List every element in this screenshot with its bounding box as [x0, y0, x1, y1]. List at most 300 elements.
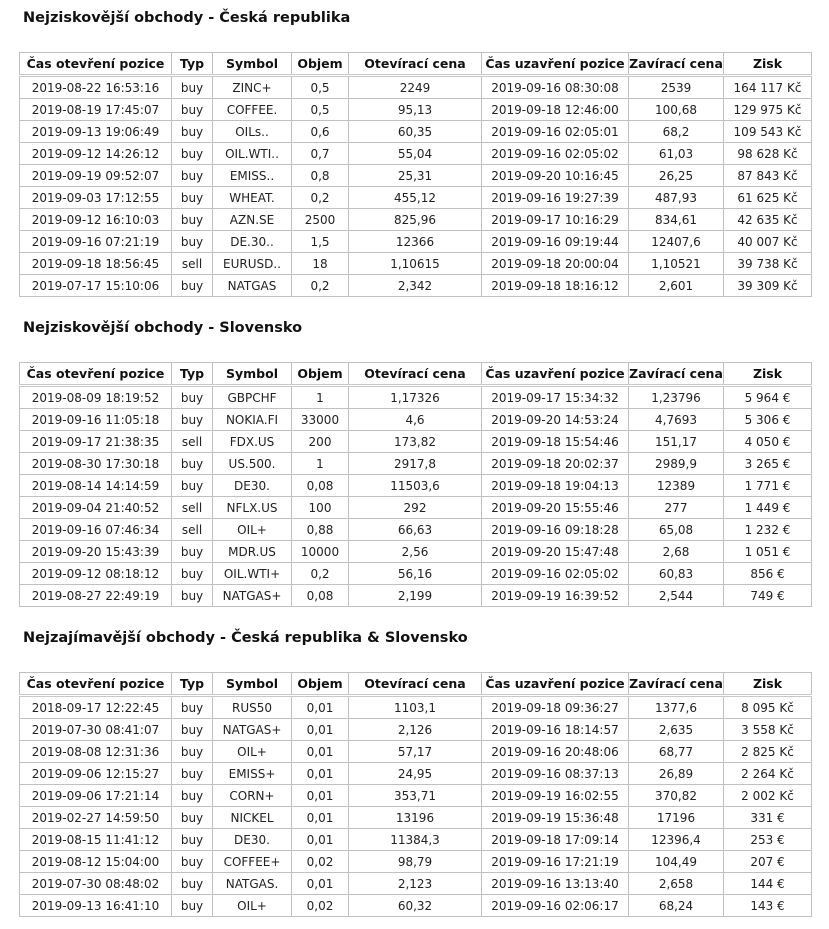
cell-type: buy — [172, 99, 213, 121]
cell-profit: 2 264 Kč — [724, 763, 812, 785]
cell-volume: 0,8 — [292, 165, 349, 187]
table-row — [20, 275, 812, 297]
cell-profit: 39 738 Kč — [724, 253, 812, 275]
cell-close-price: 2,601 — [629, 275, 724, 297]
cell-close-price: 26,89 — [629, 763, 724, 785]
cell-open-price: 292 — [349, 497, 482, 519]
column-header-volume: Objem — [292, 363, 349, 386]
cell-close-time: 2019-09-16 02:05:02 — [482, 563, 629, 585]
cell-symbol: MDR.US — [213, 541, 292, 563]
table-row — [20, 121, 812, 143]
table-header-row — [20, 673, 812, 696]
cell-close-time: 2019-09-18 19:04:13 — [482, 475, 629, 497]
table-row — [20, 719, 812, 741]
cell-close-time: 2019-09-18 09:36:27 — [482, 696, 629, 719]
cell-close-time: 2019-09-16 09:18:28 — [482, 519, 629, 541]
column-header-close-time: Čas uzavření pozice — [482, 673, 629, 696]
cell-close-price: 2,635 — [629, 719, 724, 741]
cell-profit: 61 625 Kč — [724, 187, 812, 209]
cell-symbol: DE30. — [213, 475, 292, 497]
cell-profit: 749 € — [724, 585, 812, 607]
cell-open-price: 24,95 — [349, 763, 482, 785]
cell-open-price: 95,13 — [349, 99, 482, 121]
cell-profit: 1 232 € — [724, 519, 812, 541]
column-header-open-price: Otevírací cena — [349, 53, 482, 76]
cell-close-price: 2989,9 — [629, 453, 724, 475]
table-header-row — [20, 53, 812, 76]
cell-close-time: 2019-09-16 02:05:02 — [482, 143, 629, 165]
cell-open-time: 2019-08-08 12:31:36 — [20, 741, 172, 763]
column-header-close-price: Zavírací cena — [629, 673, 724, 696]
cell-close-time: 2019-09-19 16:02:55 — [482, 785, 629, 807]
cell-open-time: 2019-08-22 16:53:16 — [20, 76, 172, 99]
cell-type: buy — [172, 453, 213, 475]
cell-symbol: NATGAS+ — [213, 719, 292, 741]
table-row — [20, 519, 812, 541]
cell-close-price: 104,49 — [629, 851, 724, 873]
table-row — [20, 409, 812, 431]
cell-type: sell — [172, 497, 213, 519]
cell-open-time: 2019-02-27 14:59:50 — [20, 807, 172, 829]
section-title: Nejzajímavější obchody - Česká republika & Slovensko — [23, 630, 468, 646]
cell-close-price: 68,24 — [629, 895, 724, 917]
cell-close-time: 2019-09-18 12:46:00 — [482, 99, 629, 121]
cell-symbol: OIL.WTI.. — [213, 143, 292, 165]
cell-open-price: 4,6 — [349, 409, 482, 431]
cell-volume: 0,01 — [292, 807, 349, 829]
column-header-volume: Objem — [292, 53, 349, 76]
cell-close-price: 68,2 — [629, 121, 724, 143]
cell-profit: 8 095 Kč — [724, 696, 812, 719]
cell-close-time: 2019-09-16 02:05:01 — [482, 121, 629, 143]
cell-volume: 0,01 — [292, 763, 349, 785]
cell-type: buy — [172, 563, 213, 585]
cell-close-time: 2019-09-20 14:53:24 — [482, 409, 629, 431]
cell-symbol: COFFEE+ — [213, 851, 292, 873]
cell-symbol: DE.30.. — [213, 231, 292, 253]
table-row — [20, 741, 812, 763]
table-row — [20, 785, 812, 807]
cell-close-time: 2019-09-16 20:48:06 — [482, 741, 629, 763]
cell-close-price: 4,7693 — [629, 409, 724, 431]
cell-profit: 331 € — [724, 807, 812, 829]
cell-close-price: 12407,6 — [629, 231, 724, 253]
column-header-close-time: Čas uzavření pozice — [482, 363, 629, 386]
column-header-profit: Zisk — [724, 53, 812, 76]
column-header-volume: Objem — [292, 673, 349, 696]
cell-close-price: 17196 — [629, 807, 724, 829]
cell-profit: 129 975 Kč — [724, 99, 812, 121]
cell-open-price: 2249 — [349, 76, 482, 99]
cell-type: buy — [172, 409, 213, 431]
cell-volume: 1,5 — [292, 231, 349, 253]
cell-type: buy — [172, 763, 213, 785]
cell-volume: 0,01 — [292, 741, 349, 763]
table-row — [20, 763, 812, 785]
cell-close-price: 60,83 — [629, 563, 724, 585]
cell-type: buy — [172, 719, 213, 741]
cell-type: buy — [172, 475, 213, 497]
table-row — [20, 696, 812, 719]
cell-open-time: 2019-08-27 22:49:19 — [20, 585, 172, 607]
cell-close-time: 2019-09-16 18:14:57 — [482, 719, 629, 741]
column-header-close-price: Zavírací cena — [629, 363, 724, 386]
cell-symbol: NOKIA.FI — [213, 409, 292, 431]
cell-close-time: 2019-09-16 17:21:19 — [482, 851, 629, 873]
cell-close-price: 2,658 — [629, 873, 724, 895]
column-header-close-price: Zavírací cena — [629, 53, 724, 76]
table-row — [20, 541, 812, 563]
table-row — [20, 475, 812, 497]
column-header-symbol: Symbol — [213, 53, 292, 76]
cell-open-price: 173,82 — [349, 431, 482, 453]
column-header-symbol: Symbol — [213, 673, 292, 696]
cell-type: buy — [172, 873, 213, 895]
cell-open-price: 2,56 — [349, 541, 482, 563]
cell-open-time: 2019-09-16 07:46:34 — [20, 519, 172, 541]
cell-open-time: 2019-08-12 15:04:00 — [20, 851, 172, 873]
cell-close-price: 2,68 — [629, 541, 724, 563]
cell-close-price: 277 — [629, 497, 724, 519]
cell-profit: 42 635 Kč — [724, 209, 812, 231]
cell-close-price: 26,25 — [629, 165, 724, 187]
cell-volume: 0,01 — [292, 873, 349, 895]
cell-volume: 0,6 — [292, 121, 349, 143]
cell-volume: 0,08 — [292, 585, 349, 607]
cell-open-price: 66,63 — [349, 519, 482, 541]
cell-volume: 0,01 — [292, 719, 349, 741]
cell-volume: 0,5 — [292, 99, 349, 121]
cell-symbol: WHEAT. — [213, 187, 292, 209]
cell-symbol: NFLX.US — [213, 497, 292, 519]
column-header-type: Typ — [172, 53, 213, 76]
cell-symbol: CORN+ — [213, 785, 292, 807]
cell-type: buy — [172, 541, 213, 563]
cell-open-time: 2019-08-15 11:41:12 — [20, 829, 172, 851]
cell-close-time: 2019-09-16 19:27:39 — [482, 187, 629, 209]
cell-type: buy — [172, 829, 213, 851]
cell-symbol: EURUSD.. — [213, 253, 292, 275]
cell-profit: 143 € — [724, 895, 812, 917]
trades-table — [19, 362, 812, 607]
cell-close-time: 2019-09-20 10:16:45 — [482, 165, 629, 187]
cell-close-time: 2019-09-16 02:06:17 — [482, 895, 629, 917]
table-row — [20, 143, 812, 165]
cell-profit: 253 € — [724, 829, 812, 851]
cell-profit: 40 007 Kč — [724, 231, 812, 253]
cell-open-time: 2019-07-30 08:41:07 — [20, 719, 172, 741]
cell-volume: 0,2 — [292, 563, 349, 585]
cell-open-time: 2019-08-30 17:30:18 — [20, 453, 172, 475]
cell-profit: 164 117 Kč — [724, 76, 812, 99]
cell-symbol: NATGAS — [213, 275, 292, 297]
table-row — [20, 873, 812, 895]
cell-profit: 2 002 Kč — [724, 785, 812, 807]
column-header-type: Typ — [172, 673, 213, 696]
cell-volume: 0,02 — [292, 895, 349, 917]
cell-symbol: RUS50 — [213, 696, 292, 719]
cell-open-time: 2019-09-13 16:41:10 — [20, 895, 172, 917]
cell-open-time: 2019-09-13 19:06:49 — [20, 121, 172, 143]
column-header-open-time: Čas otevření pozice — [20, 363, 172, 386]
section-title: Nejziskovější obchody - Slovensko — [23, 320, 303, 336]
cell-close-price: 2,544 — [629, 585, 724, 607]
cell-open-time: 2019-09-20 15:43:39 — [20, 541, 172, 563]
cell-open-price: 13196 — [349, 807, 482, 829]
cell-volume: 0,88 — [292, 519, 349, 541]
table-header-row — [20, 363, 812, 386]
table-row — [20, 187, 812, 209]
table-row — [20, 895, 812, 917]
cell-open-price: 56,16 — [349, 563, 482, 585]
cell-symbol: NATGAS. — [213, 873, 292, 895]
cell-volume: 200 — [292, 431, 349, 453]
cell-profit: 1 771 € — [724, 475, 812, 497]
cell-close-time: 2019-09-17 10:16:29 — [482, 209, 629, 231]
cell-close-time: 2019-09-20 15:55:46 — [482, 497, 629, 519]
cell-type: buy — [172, 585, 213, 607]
cell-close-time: 2019-09-18 18:16:12 — [482, 275, 629, 297]
cell-volume: 2500 — [292, 209, 349, 231]
cell-open-time: 2018-09-17 12:22:45 — [20, 696, 172, 719]
column-header-open-time: Čas otevření pozice — [20, 53, 172, 76]
cell-close-price: 1,23796 — [629, 386, 724, 409]
cell-type: buy — [172, 807, 213, 829]
cell-open-price: 57,17 — [349, 741, 482, 763]
cell-open-price: 12366 — [349, 231, 482, 253]
cell-open-price: 98,79 — [349, 851, 482, 873]
cell-type: buy — [172, 209, 213, 231]
cell-open-price: 60,35 — [349, 121, 482, 143]
table-row — [20, 76, 812, 99]
cell-open-price: 1103,1 — [349, 696, 482, 719]
cell-close-price: 12396,4 — [629, 829, 724, 851]
cell-symbol: NICKEL — [213, 807, 292, 829]
table-row — [20, 807, 812, 829]
cell-volume: 1 — [292, 453, 349, 475]
trades-table — [19, 52, 812, 297]
cell-close-price: 1377,6 — [629, 696, 724, 719]
cell-close-price: 1,10521 — [629, 253, 724, 275]
cell-open-time: 2019-09-16 07:21:19 — [20, 231, 172, 253]
cell-close-price: 151,17 — [629, 431, 724, 453]
cell-open-time: 2019-09-18 18:56:45 — [20, 253, 172, 275]
cell-profit: 5 306 € — [724, 409, 812, 431]
cell-volume: 1 — [292, 386, 349, 409]
cell-open-price: 2,123 — [349, 873, 482, 895]
cell-symbol: FDX.US — [213, 431, 292, 453]
section-title: Nejziskovější obchody - Česká republika — [23, 10, 351, 26]
cell-close-price: 370,82 — [629, 785, 724, 807]
cell-symbol: DE30. — [213, 829, 292, 851]
cell-close-price: 100,68 — [629, 99, 724, 121]
cell-symbol: NATGAS+ — [213, 585, 292, 607]
cell-open-time: 2019-09-12 16:10:03 — [20, 209, 172, 231]
cell-type: buy — [172, 165, 213, 187]
trades-table — [19, 672, 812, 917]
cell-type: buy — [172, 696, 213, 719]
cell-open-time: 2019-08-14 14:14:59 — [20, 475, 172, 497]
cell-open-price: 455,12 — [349, 187, 482, 209]
cell-type: buy — [172, 785, 213, 807]
cell-close-time: 2019-09-16 09:19:44 — [482, 231, 629, 253]
cell-close-time: 2019-09-18 20:00:04 — [482, 253, 629, 275]
cell-open-time: 2019-09-12 14:26:12 — [20, 143, 172, 165]
cell-volume: 0,7 — [292, 143, 349, 165]
cell-profit: 856 € — [724, 563, 812, 585]
table-row — [20, 209, 812, 231]
cell-type: buy — [172, 143, 213, 165]
cell-profit: 3 265 € — [724, 453, 812, 475]
cell-open-time: 2019-09-06 17:21:14 — [20, 785, 172, 807]
table-row — [20, 231, 812, 253]
cell-open-price: 60,32 — [349, 895, 482, 917]
cell-profit: 39 309 Kč — [724, 275, 812, 297]
cell-volume: 33000 — [292, 409, 349, 431]
cell-open-time: 2019-09-16 11:05:18 — [20, 409, 172, 431]
column-header-open-price: Otevírací cena — [349, 363, 482, 386]
table-row — [20, 453, 812, 475]
cell-open-price: 11503,6 — [349, 475, 482, 497]
cell-volume: 0,01 — [292, 785, 349, 807]
cell-symbol: COFFEE. — [213, 99, 292, 121]
cell-open-price: 25,31 — [349, 165, 482, 187]
cell-type: buy — [172, 76, 213, 99]
cell-type: buy — [172, 231, 213, 253]
cell-type: buy — [172, 895, 213, 917]
cell-close-time: 2019-09-16 08:37:13 — [482, 763, 629, 785]
cell-volume: 0,2 — [292, 187, 349, 209]
cell-close-time: 2019-09-18 17:09:14 — [482, 829, 629, 851]
table-row — [20, 431, 812, 453]
cell-symbol: OIL.WTI+ — [213, 563, 292, 585]
column-header-profit: Zisk — [724, 673, 812, 696]
cell-close-time: 2019-09-16 08:30:08 — [482, 76, 629, 99]
cell-volume: 0,5 — [292, 76, 349, 99]
table-row — [20, 563, 812, 585]
cell-open-time: 2019-07-30 08:48:02 — [20, 873, 172, 895]
cell-open-price: 55,04 — [349, 143, 482, 165]
cell-profit: 87 843 Kč — [724, 165, 812, 187]
cell-volume: 0,01 — [292, 829, 349, 851]
cell-profit: 144 € — [724, 873, 812, 895]
cell-open-time: 2019-09-19 09:52:07 — [20, 165, 172, 187]
cell-close-price: 834,61 — [629, 209, 724, 231]
cell-profit: 1 449 € — [724, 497, 812, 519]
cell-open-time: 2019-09-04 21:40:52 — [20, 497, 172, 519]
cell-type: sell — [172, 253, 213, 275]
cell-close-price: 65,08 — [629, 519, 724, 541]
cell-profit: 4 050 € — [724, 431, 812, 453]
cell-volume: 10000 — [292, 541, 349, 563]
cell-symbol: OIL+ — [213, 741, 292, 763]
cell-close-time: 2019-09-19 16:39:52 — [482, 585, 629, 607]
cell-close-price: 68,77 — [629, 741, 724, 763]
cell-close-time: 2019-09-18 20:02:37 — [482, 453, 629, 475]
column-header-type: Typ — [172, 363, 213, 386]
table-row — [20, 585, 812, 607]
cell-profit: 207 € — [724, 851, 812, 873]
column-header-open-time: Čas otevření pozice — [20, 673, 172, 696]
cell-volume: 0,02 — [292, 851, 349, 873]
cell-type: buy — [172, 121, 213, 143]
cell-close-time: 2019-09-17 15:34:32 — [482, 386, 629, 409]
cell-open-time: 2019-09-06 12:15:27 — [20, 763, 172, 785]
cell-volume: 0,01 — [292, 696, 349, 719]
table-row — [20, 99, 812, 121]
cell-type: buy — [172, 275, 213, 297]
cell-type: buy — [172, 851, 213, 873]
cell-open-time: 2019-09-17 21:38:35 — [20, 431, 172, 453]
cell-close-price: 2539 — [629, 76, 724, 99]
cell-type: buy — [172, 386, 213, 409]
cell-type: sell — [172, 519, 213, 541]
cell-open-price: 11384,3 — [349, 829, 482, 851]
cell-close-time: 2019-09-16 13:13:40 — [482, 873, 629, 895]
column-header-open-price: Otevírací cena — [349, 673, 482, 696]
column-header-symbol: Symbol — [213, 363, 292, 386]
cell-symbol: AZN.SE — [213, 209, 292, 231]
cell-symbol: EMISS+ — [213, 763, 292, 785]
cell-open-price: 1,10615 — [349, 253, 482, 275]
cell-symbol: ZINC+ — [213, 76, 292, 99]
cell-profit: 98 628 Kč — [724, 143, 812, 165]
cell-open-time: 2019-08-09 18:19:52 — [20, 386, 172, 409]
cell-symbol: GBPCHF — [213, 386, 292, 409]
cell-type: buy — [172, 741, 213, 763]
cell-open-price: 2,342 — [349, 275, 482, 297]
cell-open-time: 2019-08-19 17:45:07 — [20, 99, 172, 121]
cell-close-price: 12389 — [629, 475, 724, 497]
cell-close-price: 487,93 — [629, 187, 724, 209]
table-row — [20, 497, 812, 519]
cell-profit: 1 051 € — [724, 541, 812, 563]
cell-profit: 3 558 Kč — [724, 719, 812, 741]
table-row — [20, 386, 812, 409]
column-header-close-time: Čas uzavření pozice — [482, 53, 629, 76]
cell-open-price: 2917,8 — [349, 453, 482, 475]
cell-open-price: 1,17326 — [349, 386, 482, 409]
cell-symbol: US.500. — [213, 453, 292, 475]
cell-volume: 18 — [292, 253, 349, 275]
cell-profit: 109 543 Kč — [724, 121, 812, 143]
table-row — [20, 165, 812, 187]
cell-volume: 0,08 — [292, 475, 349, 497]
cell-open-price: 2,126 — [349, 719, 482, 741]
cell-open-time: 2019-09-12 08:18:12 — [20, 563, 172, 585]
cell-volume: 0,2 — [292, 275, 349, 297]
cell-close-time: 2019-09-20 15:47:48 — [482, 541, 629, 563]
cell-open-price: 353,71 — [349, 785, 482, 807]
cell-type: sell — [172, 431, 213, 453]
cell-close-price: 61,03 — [629, 143, 724, 165]
cell-type: buy — [172, 187, 213, 209]
cell-symbol: EMISS.. — [213, 165, 292, 187]
cell-profit: 5 964 € — [724, 386, 812, 409]
cell-open-time: 2019-09-03 17:12:55 — [20, 187, 172, 209]
cell-symbol: OIL+ — [213, 519, 292, 541]
column-header-profit: Zisk — [724, 363, 812, 386]
cell-symbol: OILs.. — [213, 121, 292, 143]
cell-open-time: 2019-07-17 15:10:06 — [20, 275, 172, 297]
cell-volume: 100 — [292, 497, 349, 519]
cell-open-price: 2,199 — [349, 585, 482, 607]
table-row — [20, 829, 812, 851]
cell-open-price: 825,96 — [349, 209, 482, 231]
cell-close-time: 2019-09-18 15:54:46 — [482, 431, 629, 453]
cell-symbol: OIL+ — [213, 895, 292, 917]
table-row — [20, 253, 812, 275]
